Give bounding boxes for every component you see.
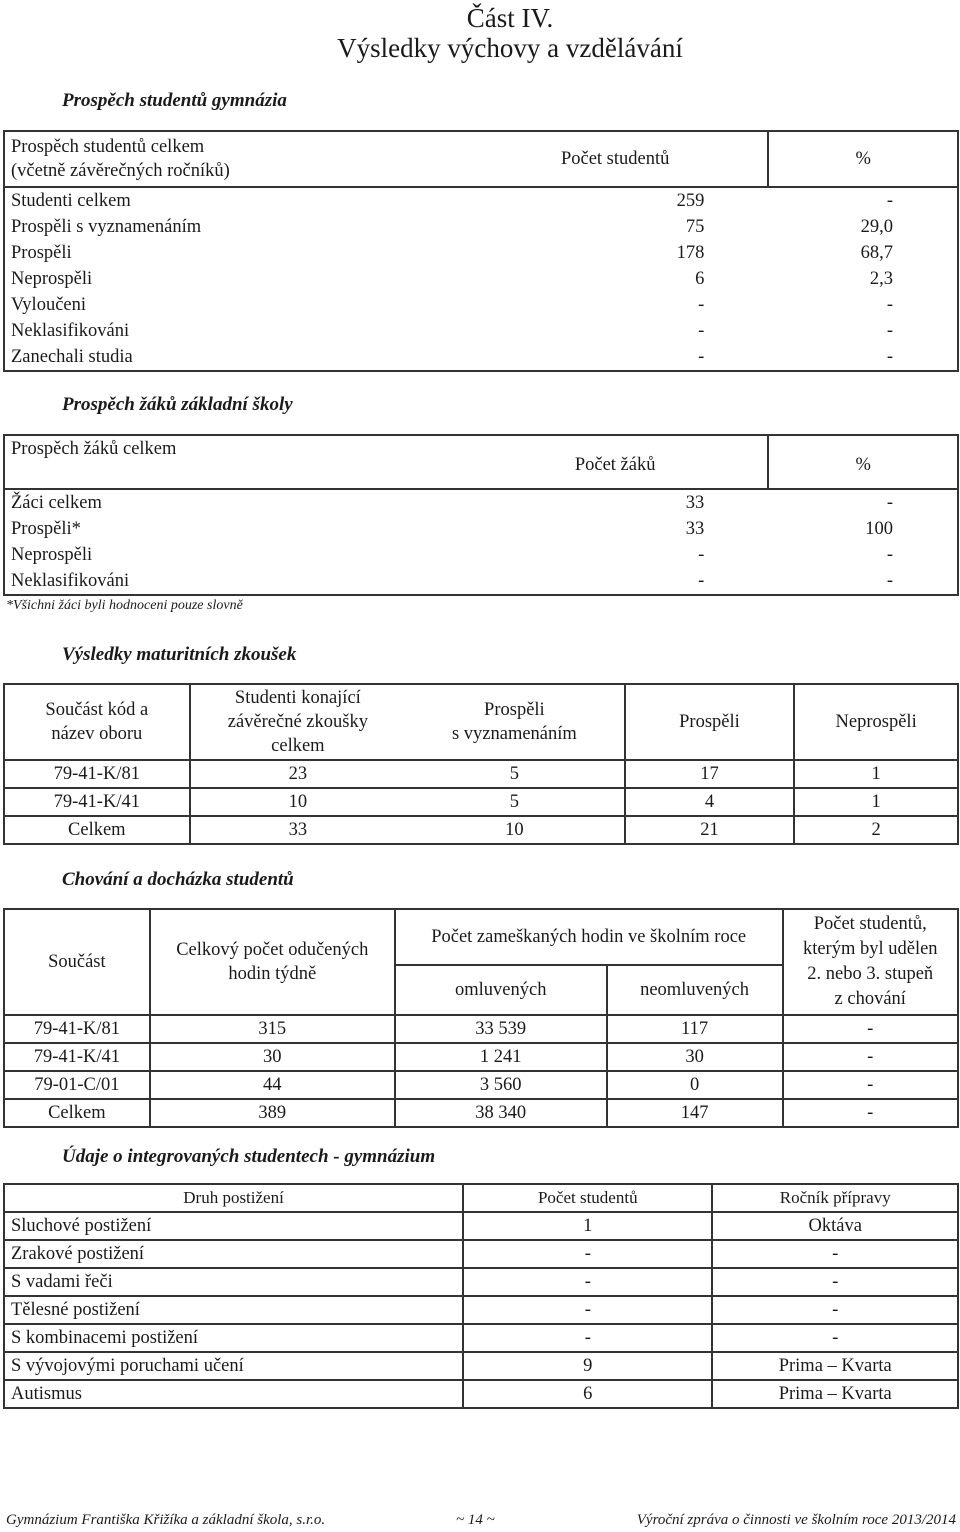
part-number: Část IV.	[466, 3, 554, 33]
footer-page-number: ~ 14 ~	[456, 1512, 495, 1528]
table-row: Zrakové postižení - -	[4, 1240, 958, 1268]
mat-head-part: Součást kód a název oboru	[4, 684, 190, 760]
zs-footnote: *Všichni žáci byli hodnoceni pouze slovně	[6, 598, 243, 613]
zs-head-count: Počet žáků	[463, 435, 768, 489]
gym-head-label: Prospěch studentů celkem (včetně závěrečných ročníků)	[11, 137, 230, 181]
att-header-row-1	[4, 909, 958, 965]
att-head-hours: Celkový počet odučených hodin týdně	[150, 909, 395, 1015]
att-head-part: Součást	[4, 909, 150, 1015]
page-title: Výsledky výchovy a vzdělávání	[337, 33, 683, 63]
table-row: Neprospěli - -	[11, 545, 893, 565]
table-row: S vadami řeči - -	[4, 1268, 958, 1296]
att-head-grade: Počet studentů, kterým byl udělen 2. nebo 3. stupeň z chování	[802, 914, 938, 1009]
footer-report-title: Výroční zpráva o činnosti ve školním roce 2013/2014	[636, 1512, 956, 1528]
section-heading-att: Chování a docházka studentů	[62, 869, 294, 890]
table-row: Neprospěli 6 2,3	[11, 269, 893, 289]
table-row: Prospěli s vyznamenáním 75 29,0	[11, 217, 893, 237]
table-row: Celkem 33 10 21 2	[4, 816, 958, 844]
zs-head-label: Prospěch žáků celkem	[11, 439, 177, 459]
table-row: Celkem 389 38 340 147 -	[4, 1099, 958, 1127]
integ-header-row	[4, 1184, 958, 1212]
gym-head-pct: %	[855, 149, 871, 169]
integ-head-year: Ročník přípravy	[779, 1188, 891, 1207]
table-row: Sluchové postižení 1 Oktáva	[4, 1212, 958, 1240]
table-row: 79-41-K/41 10 5 4 1	[4, 788, 958, 816]
gym-header-row	[4, 131, 958, 187]
table-row: Prospěli* 33 100	[11, 519, 893, 539]
table-row: 79-41-K/81 23 5 17 1	[4, 760, 958, 788]
table-row: 79-41-K/81 315 33 539 117 -	[4, 1015, 958, 1043]
integ-head-count: Počet studentů	[463, 1184, 712, 1212]
table-row: S kombinacemi postižení - -	[4, 1324, 958, 1352]
att-head-unexcused: neomluvených	[607, 965, 783, 1015]
att-head-excused: omluvených	[395, 965, 607, 1015]
section-heading-integ: Údaje o integrovaných studentech - gymnázium	[62, 1146, 436, 1167]
mat-head-failed: Neprospěli	[835, 712, 917, 732]
table-row: Neklasifikováni - -	[11, 321, 893, 341]
zs-results-table	[3, 434, 959, 596]
att-results-table	[3, 908, 959, 1128]
section-heading-zs: Prospěch žáků základní školy	[62, 394, 293, 415]
mat-head-passed: Prospěli	[625, 684, 795, 760]
table-row: Zanechali studia - -	[11, 347, 893, 367]
section-heading-gym: Prospěch studentů gymnázia	[62, 90, 287, 111]
att-head-missed: Počet zameškaných hodin ve školním roce	[395, 909, 783, 965]
mat-results-table	[3, 683, 959, 845]
table-row: Autismus 6 Prima – Kvarta	[4, 1380, 958, 1408]
footer-school-name: Gymnázium Františka Křižíka a základní škola, s.r.o.	[6, 1512, 326, 1528]
mat-header-row	[4, 684, 958, 760]
table-row: Žáci celkem 33 -	[11, 493, 893, 513]
table-row: Tělesné postižení - -	[4, 1296, 958, 1324]
table-row: 79-41-K/41 30 1 241 30 -	[4, 1043, 958, 1071]
zs-head-pct: %	[855, 455, 871, 475]
gym-head-count: Počet studentů	[463, 131, 768, 187]
table-row: Vyloučeni - -	[11, 295, 893, 315]
table-row: 79-01-C/01 44 3 560 0 -	[4, 1071, 958, 1099]
table-row: Studenti celkem 259 -	[11, 191, 893, 211]
zs-header-row	[4, 435, 958, 489]
table-row: S vývojovými poruchami učení 9 Prima – Kvarta	[4, 1352, 958, 1380]
table-row: Prospěli 178 68,7	[11, 243, 893, 263]
section-heading-mat: Výsledky maturitních zkoušek	[62, 644, 297, 665]
mat-head-honors: Prospěli s vyznamenáním	[405, 684, 625, 760]
integ-table	[3, 1183, 959, 1409]
table-row: Neklasifikováni - -	[11, 571, 893, 591]
gym-results-table	[3, 130, 959, 372]
mat-head-total: Studenti konající závěrečné zkoušky celkem	[227, 688, 368, 756]
integ-head-type: Druh postižení	[4, 1184, 463, 1212]
